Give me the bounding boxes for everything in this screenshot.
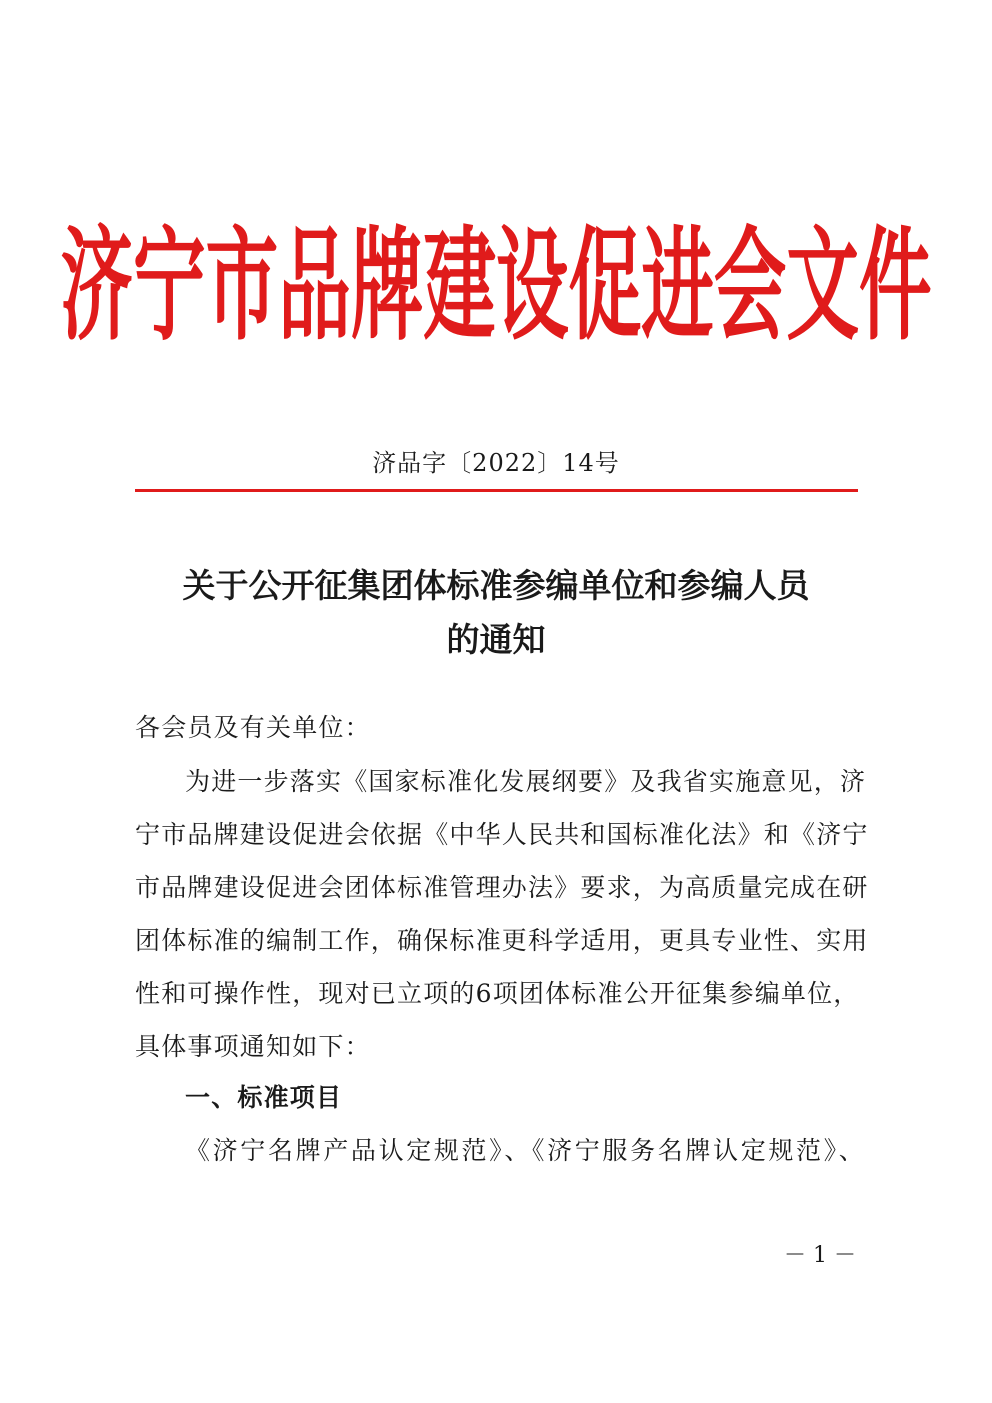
document-number: 济品字〔2022〕14号 — [372, 449, 620, 477]
body-line-1: 为进一步落实《国家标准化发展纲要》及我省实施意见，济 — [185, 767, 867, 796]
body-line-3: 市品牌建设促进会团体标准管理办法》要求，为高质量完成在研 — [135, 873, 869, 902]
section-heading: 一、标准项目 — [185, 1083, 343, 1112]
masthead — [0, 200, 992, 358]
masthead-title: 济宁市品牌建设促进会文件 — [60, 214, 932, 358]
body-line-5: 性和可操作性，现对已立项的6项团体标准公开征集参编单位， — [135, 979, 860, 1008]
notice-title-line-1: 关于公开征集团体标准参编单位和参编人员 — [182, 566, 810, 605]
body-line-2: 宁市品牌建设促进会依据《中华人民共和国标准化法》和《济宁 — [135, 820, 869, 849]
body-line-6: 具体事项通知如下： — [135, 1032, 371, 1061]
page-number: － 1 － — [784, 1243, 856, 1268]
red-separator-line — [135, 489, 858, 492]
body-line-4: 团体标准的编制工作，确保标准更科学适用，更具专业性、实用 — [135, 926, 869, 955]
notice-title-line-2: 的通知 — [446, 620, 546, 659]
salutation: 各会员及有关单位： — [135, 713, 371, 742]
section-line-1: 《济宁名牌产品认定规范》、《济宁服务名牌认定规范》、 — [185, 1136, 865, 1165]
